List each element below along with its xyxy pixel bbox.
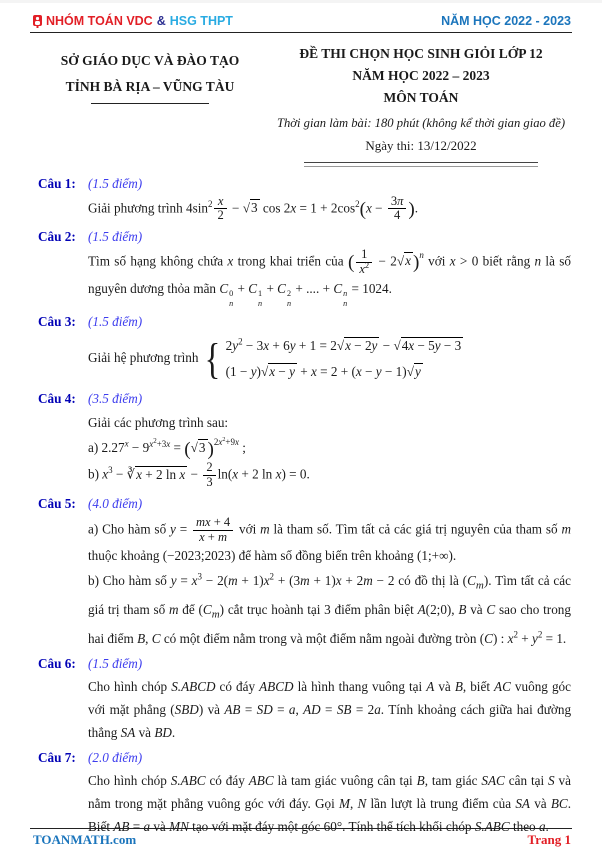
question-label: Câu 4: (38, 391, 76, 407)
page-footer (0, 828, 602, 860)
ribbon-ampersand: & (156, 14, 166, 28)
question-head (38, 747, 602, 768)
question (0, 388, 602, 490)
question (0, 747, 602, 838)
exam-time-note: Thời gian làm bài: 180 phút (không kể thời gian giao đề) (276, 116, 566, 130)
question-points: (4.0 điểm) (88, 495, 143, 511)
question-head (38, 311, 602, 332)
question (0, 311, 602, 385)
exam-title-line2: NĂM HỌC 2022 – 2023 (352, 68, 490, 83)
question-label: Câu 2: (38, 229, 76, 245)
ribbon-group-suffix: HSG THPT (169, 14, 233, 28)
question-points: (1.5 điểm) (88, 655, 143, 671)
department-underline (91, 103, 209, 104)
question-body: Cho hình chóp S.ABC có đáy ABC là tam giác vuông cân tại B, tam giác SAC cân tại S và nằm trong mặt phẳng vuông góc với đáy. Gọi M, N lần lượt là trung điểm của SA và BC. Biết AB = a và MN tạo với mặt đáy một góc 60°. Tính thể tích khối chóp S.ABC theo a. (88, 772, 572, 834)
question-points: (1.5 điểm) (88, 175, 143, 191)
question-head (38, 493, 602, 514)
department-line2: TỈNH BÀ RỊA – VŨNG TÀU (65, 79, 235, 94)
question-head (38, 173, 602, 194)
exam-title-line1: ĐỀ THI CHỌN HỌC SINH GIỎI LỚP 12 (299, 46, 543, 61)
question-body: a) Cho hàm số y = $\frac{mx + 4}{x + m}$ với m là tham số. Tìm tất cả các giá trị nguyên của tham số m thuộc khoảng (−2023;2023) để hàm số đồng biến trên khoảng (1;+∞). b) Cho hàm số $y = x^3 - 2(m + 1)x^2 + (3m + 1)x + 2m - 2$ có đồ thị là $(C_m)$. Tìm tất cả các giá trị tham số m để $(C_m)$ cắt trục hoành tại 3 điểm phân biệt A(2;0), B và C sao cho trong hai điểm B, C có một điểm nằm trong và một điểm nằm ngoài đường tròn (C) : $x^2 + y^2 = 1$. (88, 514, 571, 646)
question-head (38, 653, 602, 674)
ribbon-school-year: NĂM HỌC 2022 - 2023 (441, 14, 571, 28)
question-label: Câu 7: (38, 749, 76, 765)
top-ribbon (0, 3, 602, 28)
question-points: (3.5 điểm) (88, 391, 143, 407)
department-block (30, 43, 270, 167)
document-header (0, 33, 602, 167)
exam-title-block (270, 43, 572, 167)
question (0, 226, 602, 308)
question-label: Câu 6: (38, 655, 76, 671)
question-label: Câu 3: (38, 314, 76, 330)
question-points: (2.0 điểm) (88, 749, 143, 765)
question-points: (1.5 điểm) (88, 314, 143, 330)
question-body: Cho hình chóp S.ABCD có đáy ABCD là hình thang vuông tại A và B, biết AC vuông góc với mặt phẳng (SBD) và AB = SD = a, AD = SB = 2a. Tính khoảng cách giữa hai đường thẳng SA và BD. (88, 678, 572, 740)
question-body: Giải hệ phương trình { $2y^2 - 3x + 6y + 1 = 2√x - 2y - √4x - 5y - 3$ (1 − y)√x − y + x = 2 + (x − y − 1)√y (88, 334, 462, 383)
questions (0, 173, 602, 838)
question-points: (1.5 điểm) (88, 229, 143, 245)
question (0, 653, 602, 744)
footer-row (0, 829, 602, 848)
department-line1: SỞ GIÁO DỤC VÀ ĐÀO TẠO (60, 53, 240, 68)
footer-page-number: Trang 1 (527, 832, 571, 847)
footer-site-link[interactable]: TOANMATH.com (33, 832, 137, 847)
ribbon-left (33, 14, 233, 28)
question (0, 493, 602, 650)
group-icon (33, 15, 42, 28)
question (0, 173, 602, 224)
question-label: Câu 5: (38, 495, 76, 511)
question-head (38, 226, 602, 247)
title-double-rule (304, 162, 538, 167)
exam-subject: MÔN TOÁN (383, 90, 459, 105)
question-label: Câu 1: (38, 175, 76, 191)
exam-date: Ngày thi: 13/12/2022 (365, 138, 477, 153)
question-body: Giải phương trình $4\sin^2$ $\frac{x}{2}$ − √3 $\cos 2x = 1 + 2\cos^2(x$ − $\frac{3\pi}{4}$ ). (88, 193, 419, 223)
question-body: Giải các phương trình sau: a) $2.27^x - 9^{x^2+3x} = (√3$ )$^{2x^2+9x}$ ; b) $x^3$ − ∛x + 2 ln x − $\frac{2}{3}$ ln(x + 2 ln x) = 0. (88, 415, 310, 489)
ribbon-group-name: NHÓM TOÁN VDC (46, 14, 153, 28)
question-head (38, 388, 602, 409)
question-body: Tìm số hạng không chứa x trong khai triển của ( $\frac{1}{x^2}$ − 2√x )$^n$ với x > 0 biết rằng n là số nguyên dương thỏa mãn C 0 n + C 1 n + C 2 n + .... + C n n = 1024. (88, 247, 572, 308)
